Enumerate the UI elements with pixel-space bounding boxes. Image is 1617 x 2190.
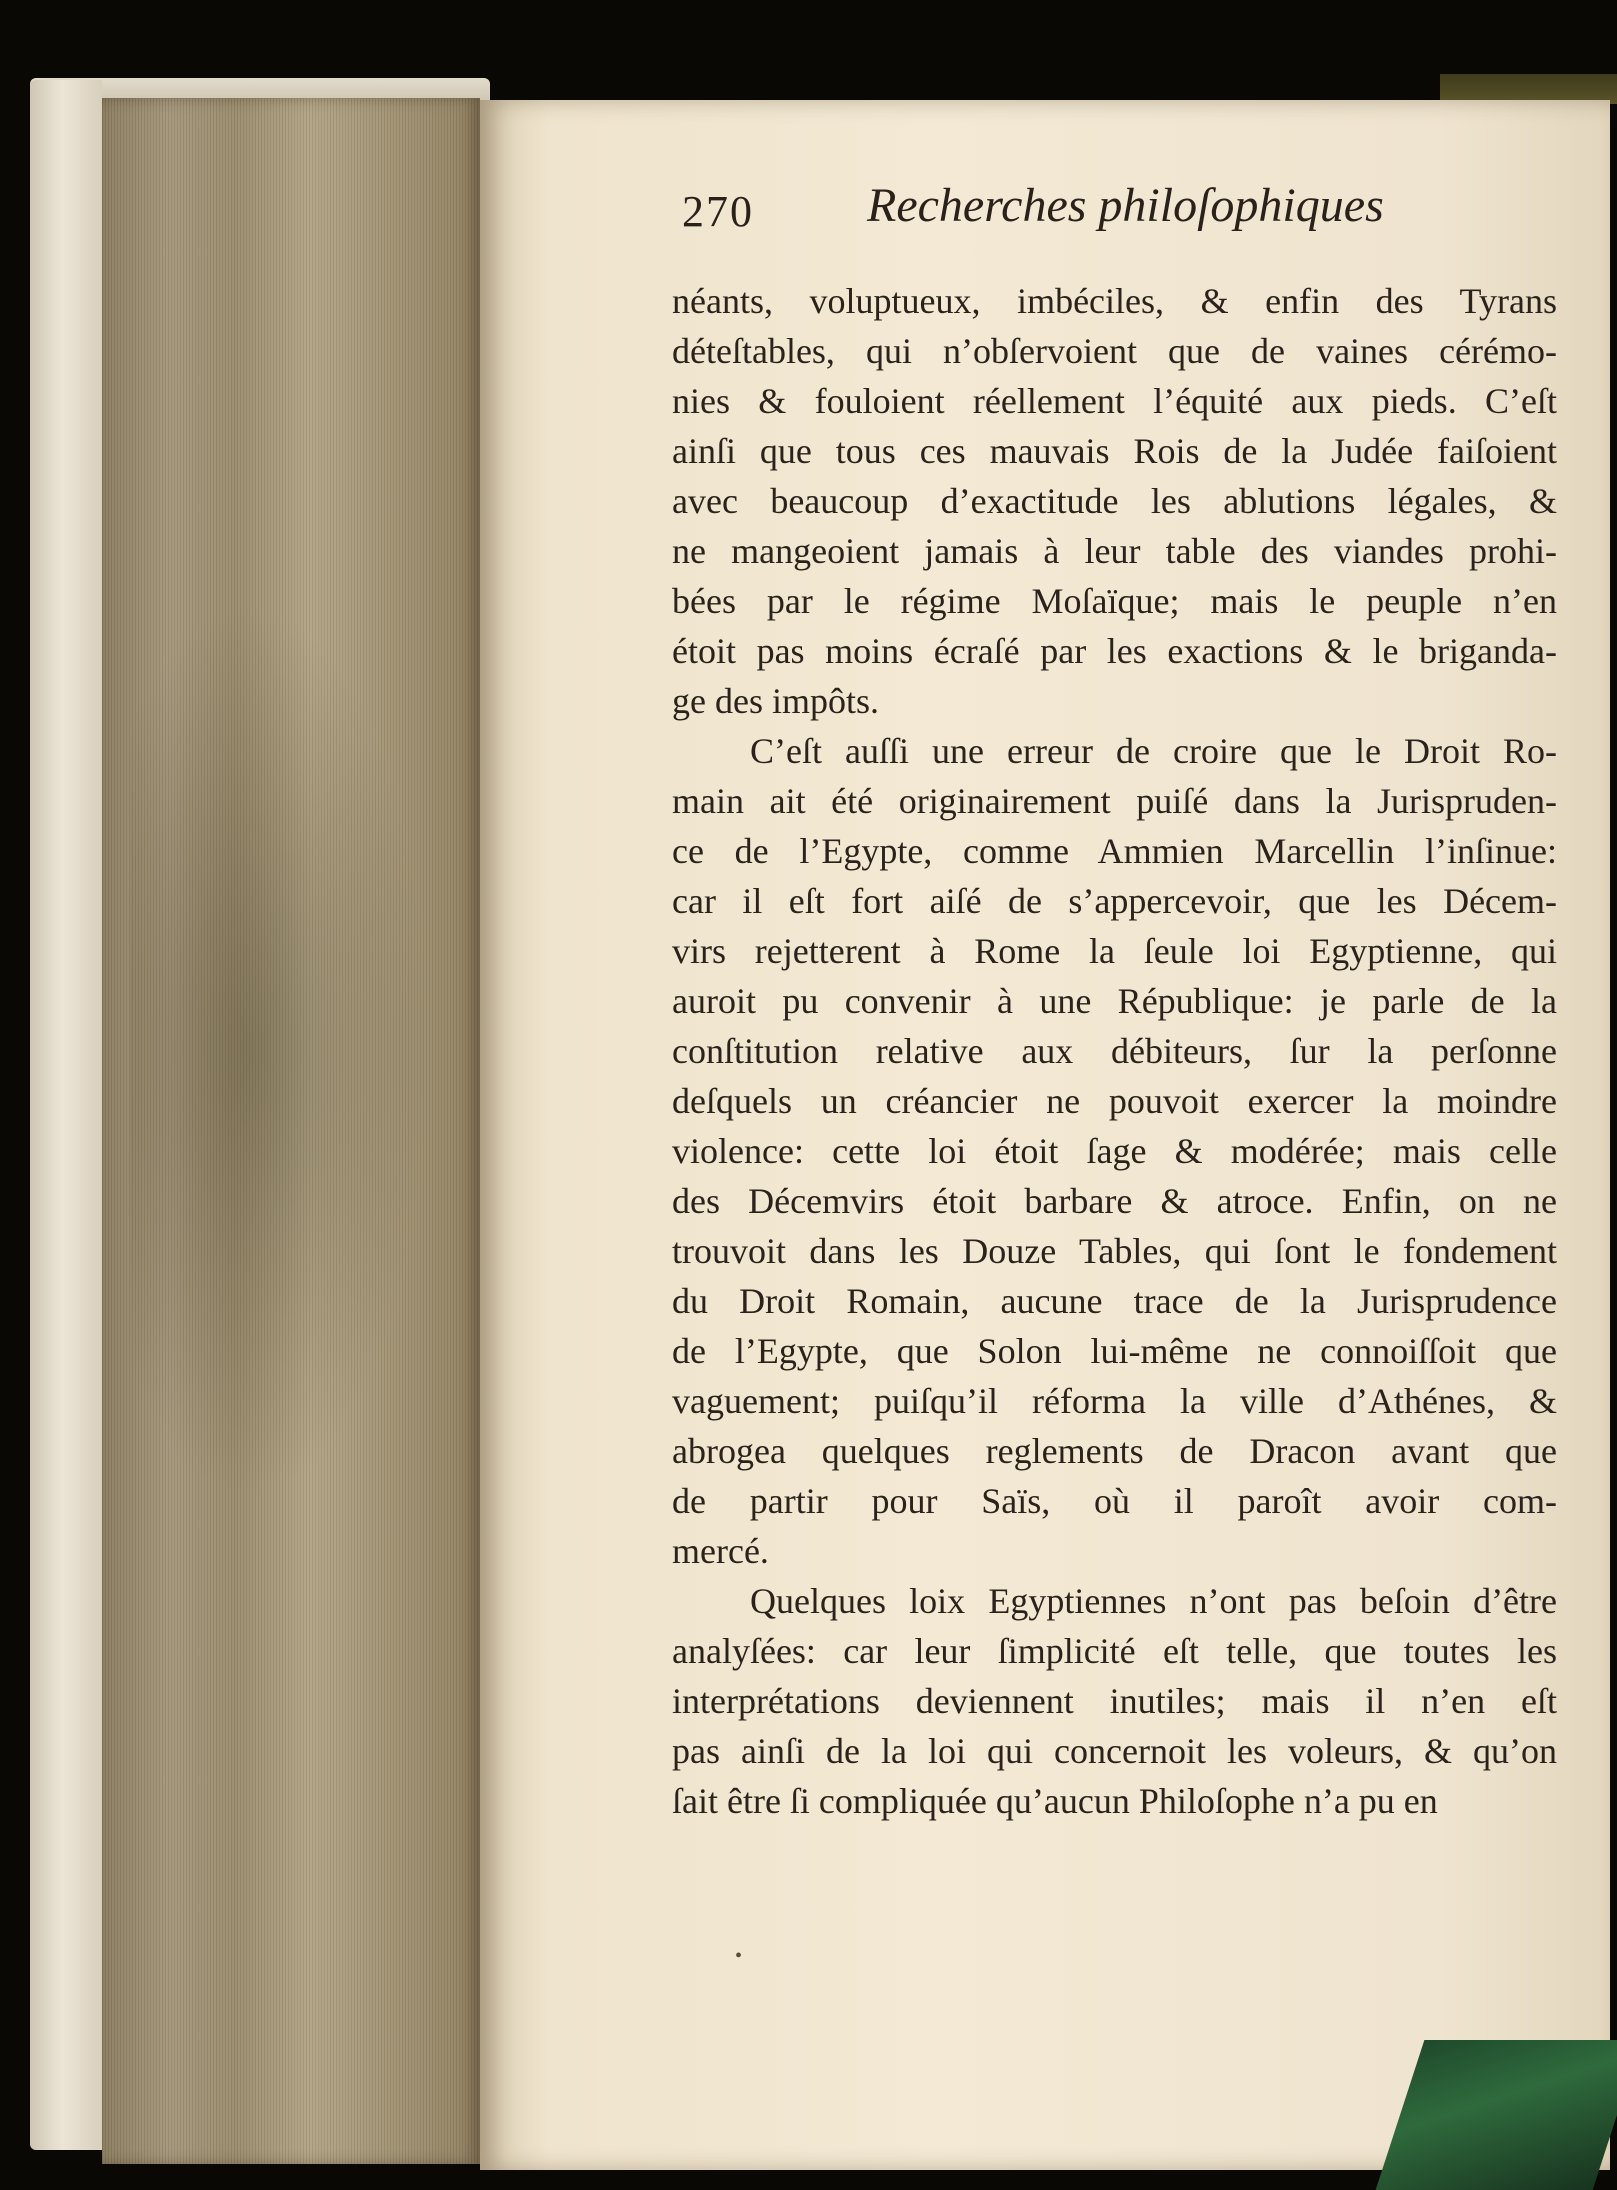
paragraph [672,276,1557,726]
text-line: nies & fouloient réellement l’équité aux pieds. C’eſt [672,381,1557,421]
text-line: déteſtables, qui n’obſervoient que de vaines cérémo- [672,331,1557,371]
text-line: car il eſt fort aiſé de s’appercevoir, que les Décem- [672,881,1557,921]
text-line: virs rejetterent à Rome la ſeule loi Egyptienne, qui [672,931,1557,971]
text-line: ne mangeoient jamais à leur table des viandes prohi- [672,531,1557,571]
paragraph [672,1576,1557,1826]
text-line: vaguement; puiſqu’il réforma la ville d’Athénes, & [672,1381,1557,1421]
text-line: bées par le régime Moſaïque; mais le peuple n’en [672,581,1557,621]
text-line: ce de l’Egypte, comme Ammien Marcellin l’inſinue: [672,831,1557,871]
text-line: pas ainſi de la loi qui concernoit les voleurs, & qu’on [672,1731,1557,1771]
text-line: analyſées: car leur ſimplicité eſt telle, que toutes les [672,1631,1557,1671]
text-line: main ait été originairement puiſé dans la Jurispruden- [672,781,1557,821]
running-head [682,178,1402,248]
ink-speck: • [735,1945,743,1967]
text-line: avec beaucoup d’exactitude les ablutions légales, & [672,481,1557,521]
text-line: mercé. [672,1531,769,1571]
text-line: ainſi que tous ces mauvais Rois de la Judée faiſoient [672,431,1557,471]
text-line: C’eſt auſſi une erreur de croire que le Droit Ro- [750,731,1557,771]
page-number: 270 [682,187,754,236]
edge-stain [130,600,430,1500]
body-text [672,276,1557,1826]
text-line: violence: cette loi étoit ſage & modérée; mais celle [672,1131,1557,1171]
text-line: étoit pas moins écraſé par les exactions & le briganda- [672,631,1557,671]
text-line: abrogea quelques reglements de Dracon avant que [672,1431,1557,1471]
text-line: deſquels un créancier ne pouvoit exercer la moindre [672,1081,1557,1121]
paragraph [672,726,1557,1576]
text-line: du Droit Romain, aucune trace de la Jurisprudence [672,1281,1557,1321]
text-line: Quelques loix Egyptiennes n’ont pas beſoin d’être [750,1581,1557,1621]
text-line: de l’Egypte, que Solon lui-même ne connoiſſoit que [672,1331,1557,1371]
text-line: conſtitution relative aux débiteurs, ſur la perſonne [672,1031,1557,1071]
text-line: néants, voluptueux, imbéciles, & enfin des Tyrans [672,281,1557,321]
vellum-cover-spine [30,80,102,2150]
text-line: ge des impôts. [672,681,879,721]
text-line: auroit pu convenir à une République: je parle de la [672,981,1557,1021]
text-line: ſait être ſi compliquée qu’aucun Philoſophe n’a pu en [672,1781,1438,1821]
text-line: interprétations deviennent inutiles; mais il n’en eſt [672,1681,1557,1721]
text-line: trouvoit dans les Douze Tables, qui ſont le fondement [672,1231,1557,1271]
text-line: de partir pour Saïs, où il paroît avoir com- [672,1481,1557,1521]
text-line: des Décemvirs étoit barbare & atroce. Enfin, on ne [672,1181,1557,1221]
running-head-title: Recherches philoſophiques [867,179,1384,232]
